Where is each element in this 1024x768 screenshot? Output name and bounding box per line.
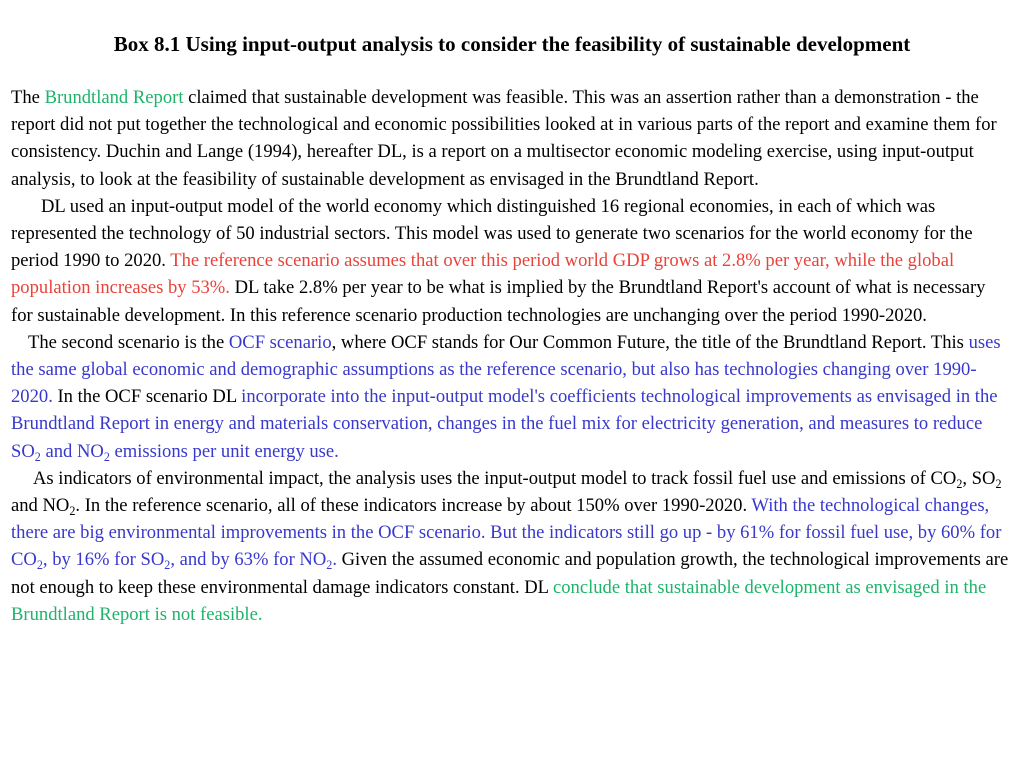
- text-run: In the OCF scenario DL: [52, 386, 242, 408]
- highlight-ocf-assumptions: uses the same global economic and demographic assumptions as the reference scenario, but also has technologies changing over 1990-2020.: [11, 331, 1001, 408]
- text-run: , by 16% for SO: [42, 549, 165, 571]
- subscript: 2: [995, 477, 1002, 492]
- text-run: and NO: [11, 495, 70, 517]
- text-run: As indicators of environmental impact, the analysis uses the input-output model to track fossil fuel use and emissions of CO: [33, 467, 957, 489]
- text-run: , and by 63% for NO: [170, 549, 327, 571]
- text-run: Given the assumed economic and population growth, the technological improvements are not enough to keep these environmental damage indicators constant. DL: [11, 549, 1009, 598]
- box-body: [11, 84, 1011, 628]
- highlight-conclusion: conclude that sustainable development as envisaged in the Brundtland Report is not feasible.: [11, 576, 987, 625]
- subscript: 2: [34, 449, 41, 464]
- text-run: , SO: [962, 467, 996, 489]
- text-run: The second scenario is the: [28, 331, 229, 353]
- paragraph-2: [11, 193, 1011, 329]
- highlight-reference-scenario: The reference scenario assumes that over this period world GDP grows at 2.8% per year, while the global population increases by 53%.: [11, 250, 955, 299]
- subscript: 2: [164, 558, 171, 573]
- paragraph-1: [11, 84, 1011, 193]
- subscript: 2: [103, 449, 110, 464]
- text-run: . In the reference scenario, all of these indicators increase by about 150% over 1990-2020.: [75, 495, 752, 517]
- subscript: 2: [956, 477, 963, 492]
- text-run: .: [332, 549, 337, 571]
- paragraph-3: [11, 329, 1011, 465]
- paragraph-4: [11, 465, 1011, 628]
- subscript: 2: [69, 504, 76, 519]
- subscript: 2: [36, 558, 43, 573]
- highlight-brundtland-report: Brundtland Report: [44, 87, 184, 108]
- text-run: DL take 2.8% per year to be what is implied by the Brundtland Report's account of what is necessary for sustainable development. In this reference scenario production technologies are unchanging over the period 1990-2020.: [11, 277, 986, 326]
- text-run: claimed that sustainable development was feasible. This was an assertion rather than a demonstration - the report did not put together the technological and economic possibilities looked at in various parts of the report and examine them for consistency. Duchin and Lange (1994), hereafter DL, is a report on a multisector economic modeling exercise, using input-output analysis, to look at the feasibility of sustainable development as envisaged in the Brundtland Report.: [11, 87, 997, 190]
- text-run: emissions per unit energy use.: [109, 440, 339, 462]
- box-title: Box 8.1 Using input-output analysis to consider the feasibility of sustainable development: [113, 32, 911, 56]
- text-run: The: [11, 87, 45, 108]
- highlight-ocf-scenario: OCF scenario: [228, 331, 332, 353]
- text-run: , where OCF stands for Our Common Future, the title of the Brundtland Report. This: [331, 331, 969, 353]
- text-run: and NO: [40, 440, 104, 462]
- text-run: incorporate into the input-output model's coefficients technological improvements as envisaged in the Brundtland Report in energy and materials conservation, changes in the fuel mix for electricity generation, and measures to reduce SO: [11, 386, 998, 462]
- subscript: 2: [326, 558, 333, 573]
- text-run: With the technological changes, there are big environmental improvements in the OCF scenario. But the indicators still go up - by 61% for fossil fuel use, by 60% for CO: [11, 495, 1002, 571]
- text-run: DL used an input-output model of the world economy which distinguished 16 regional economies, in each of which was represented the technology of 50 industrial sectors. This model was used to generate two scenarios for the world economy for the period 1990 to 2020.: [11, 195, 973, 272]
